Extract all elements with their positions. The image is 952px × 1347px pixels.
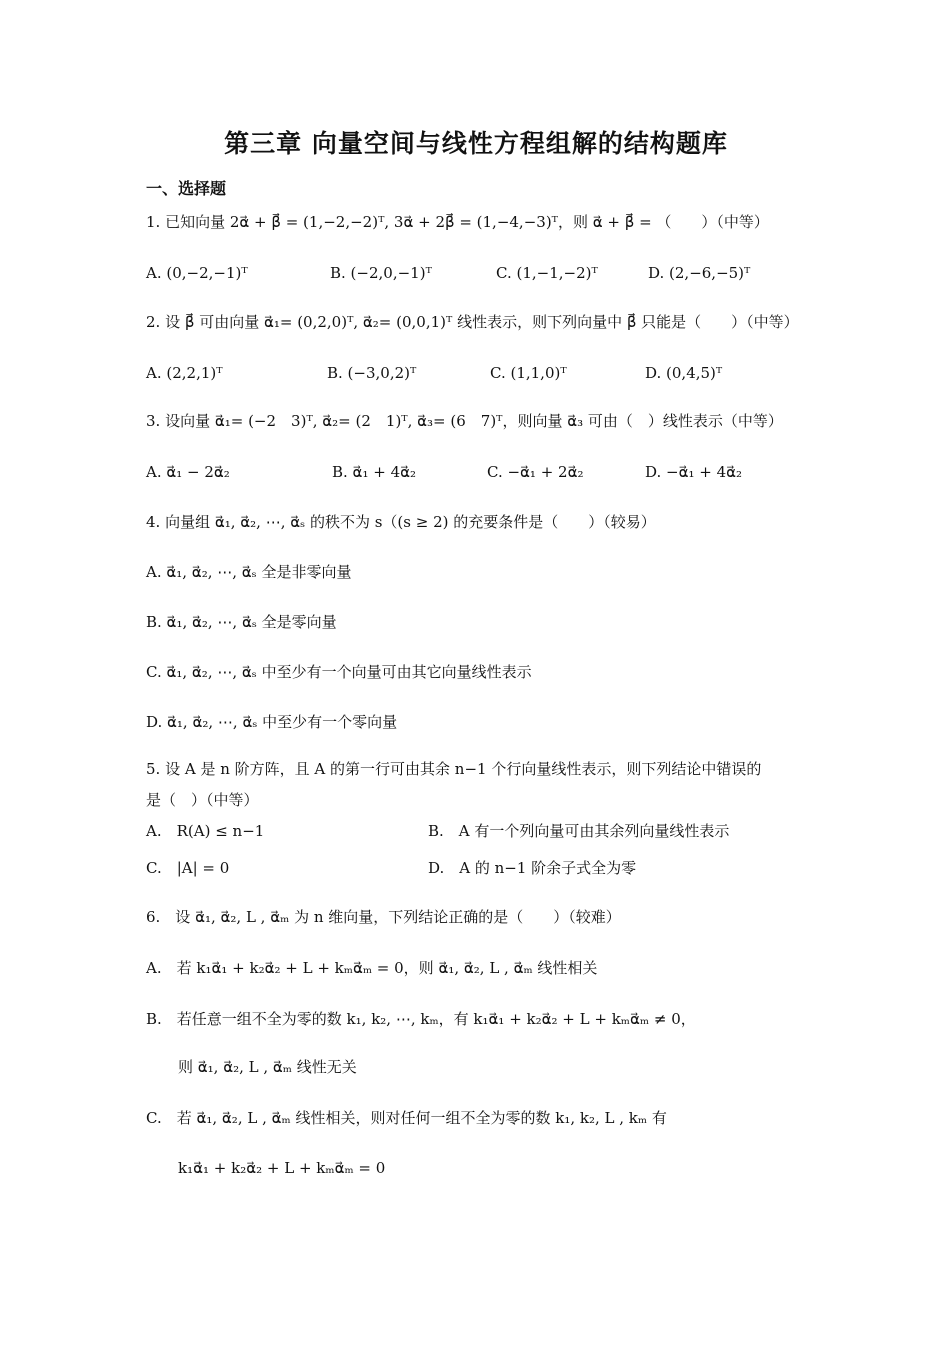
question-5-option-b: B. A 有一个列向量可由其余列向量线性表示	[428, 822, 730, 840]
question-2-stem: 2. 设 β⃗ 可由向量 α⃗₁= (0,2,0)ᵀ, α⃗₂= (0,0,1)ᵀ 线性表示，则下列向量中 β⃗ 只能是（ ）（中等）	[146, 313, 799, 331]
question-5-option-d: D. A 的 n−1 阶余子式全为零	[428, 859, 637, 877]
question-2-option-d: D. (0,4,5)ᵀ	[645, 364, 723, 382]
question-5-stem-line-2: 是（ ）（中等）	[146, 791, 259, 809]
question-6-option-c-line-1: C. 若 α⃗₁, α⃗₂, L , α⃗ₘ 线性相关，则对任何一组不全为零的数 k₁, k₂, L , kₘ 有	[146, 1109, 667, 1127]
question-4-option-a: A. α⃗₁, α⃗₂, ⋯, α⃗ₛ 全是非零向量	[146, 563, 352, 581]
section-heading: 一、选择题	[146, 179, 227, 198]
question-1-option-d: D. (2,−6,−5)ᵀ	[648, 264, 751, 282]
question-4-stem: 4. 向量组 α⃗₁, α⃗₂, ⋯, α⃗ₛ 的秩不为 s（(s ≥ 2) 的充要条件是（ ）（较易）	[146, 513, 656, 531]
question-6-stem: 6. 设 α⃗₁, α⃗₂, L , α⃗ₘ 为 n 维向量，下列结论正确的是（ ）（较难）	[146, 908, 621, 926]
question-4-option-d: D. α⃗₁, α⃗₂, ⋯, α⃗ₛ 中至少有一个零向量	[146, 713, 398, 731]
question-2-option-a: A. (2,2,1)ᵀ	[146, 364, 223, 382]
question-4-option-c: C. α⃗₁, α⃗₂, ⋯, α⃗ₛ 中至少有一个向量可由其它向量线性表示	[146, 663, 532, 681]
question-5-option-a: A. R(A) ≤ n−1	[146, 822, 265, 840]
question-5-option-c: C. |A| = 0	[146, 859, 230, 877]
question-3-stem: 3. 设向量 α⃗₁= (−2 3)ᵀ, α⃗₂= (2 1)ᵀ, α⃗₃= (6 7)ᵀ，则向量 α⃗₃ 可由（ ）线性表示（中等）	[146, 412, 783, 430]
page-title: 第三章 向量空间与线性方程组解的结构题库	[224, 129, 728, 158]
question-4-option-b: B. α⃗₁, α⃗₂, ⋯, α⃗ₛ 全是零向量	[146, 613, 337, 631]
question-6-option-a: A. 若 k₁α⃗₁ + k₂α⃗₂ + L + kₘα⃗ₘ = 0，则 α⃗₁, α⃗₂, L , α⃗ₘ 线性相关	[146, 959, 598, 977]
question-6-option-c-line-2: k₁α⃗₁ + k₂α⃗₂ + L + kₘα⃗ₘ = 0	[178, 1159, 386, 1177]
question-2-option-c: C. (1,1,0)ᵀ	[490, 364, 567, 382]
question-5-stem-line-1: 5. 设 A 是 n 阶方阵，且 A 的第一行可由其余 n−1 个行向量线性表示，则下列结论中错误的	[146, 760, 762, 778]
question-3-option-c: C. −α⃗₁ + 2α⃗₂	[487, 463, 584, 481]
question-1-option-a: A. (0,−2,−1)ᵀ	[146, 264, 248, 282]
question-1-option-c: C. (1,−1,−2)ᵀ	[496, 264, 598, 282]
question-3-option-b: B. α⃗₁ + 4α⃗₂	[332, 463, 417, 481]
question-1-option-b: B. (−2,0,−1)ᵀ	[330, 264, 432, 282]
question-3-option-a: A. α⃗₁ − 2α⃗₂	[146, 463, 230, 481]
question-6-option-b-line-2: 则 α⃗₁, α⃗₂, L , α⃗ₘ 线性无关	[178, 1058, 357, 1076]
question-6-option-b-line-1: B. 若任意一组不全为零的数 k₁, k₂, ⋯, kₘ，有 k₁α⃗₁ + k₂α⃗₂ + L + kₘα⃗ₘ ≠ 0，	[146, 1010, 696, 1028]
question-1-stem: 1. 已知向量 2α⃗ + β⃗ = (1,−2,−2)ᵀ, 3α⃗ + 2β⃗ = (1,−4,−3)ᵀ，则 α⃗ + β⃗ = （ ）（中等）	[146, 213, 769, 231]
question-3-option-d: D. −α⃗₁ + 4α⃗₂	[645, 463, 743, 481]
question-2-option-b: B. (−3,0,2)ᵀ	[327, 364, 417, 382]
